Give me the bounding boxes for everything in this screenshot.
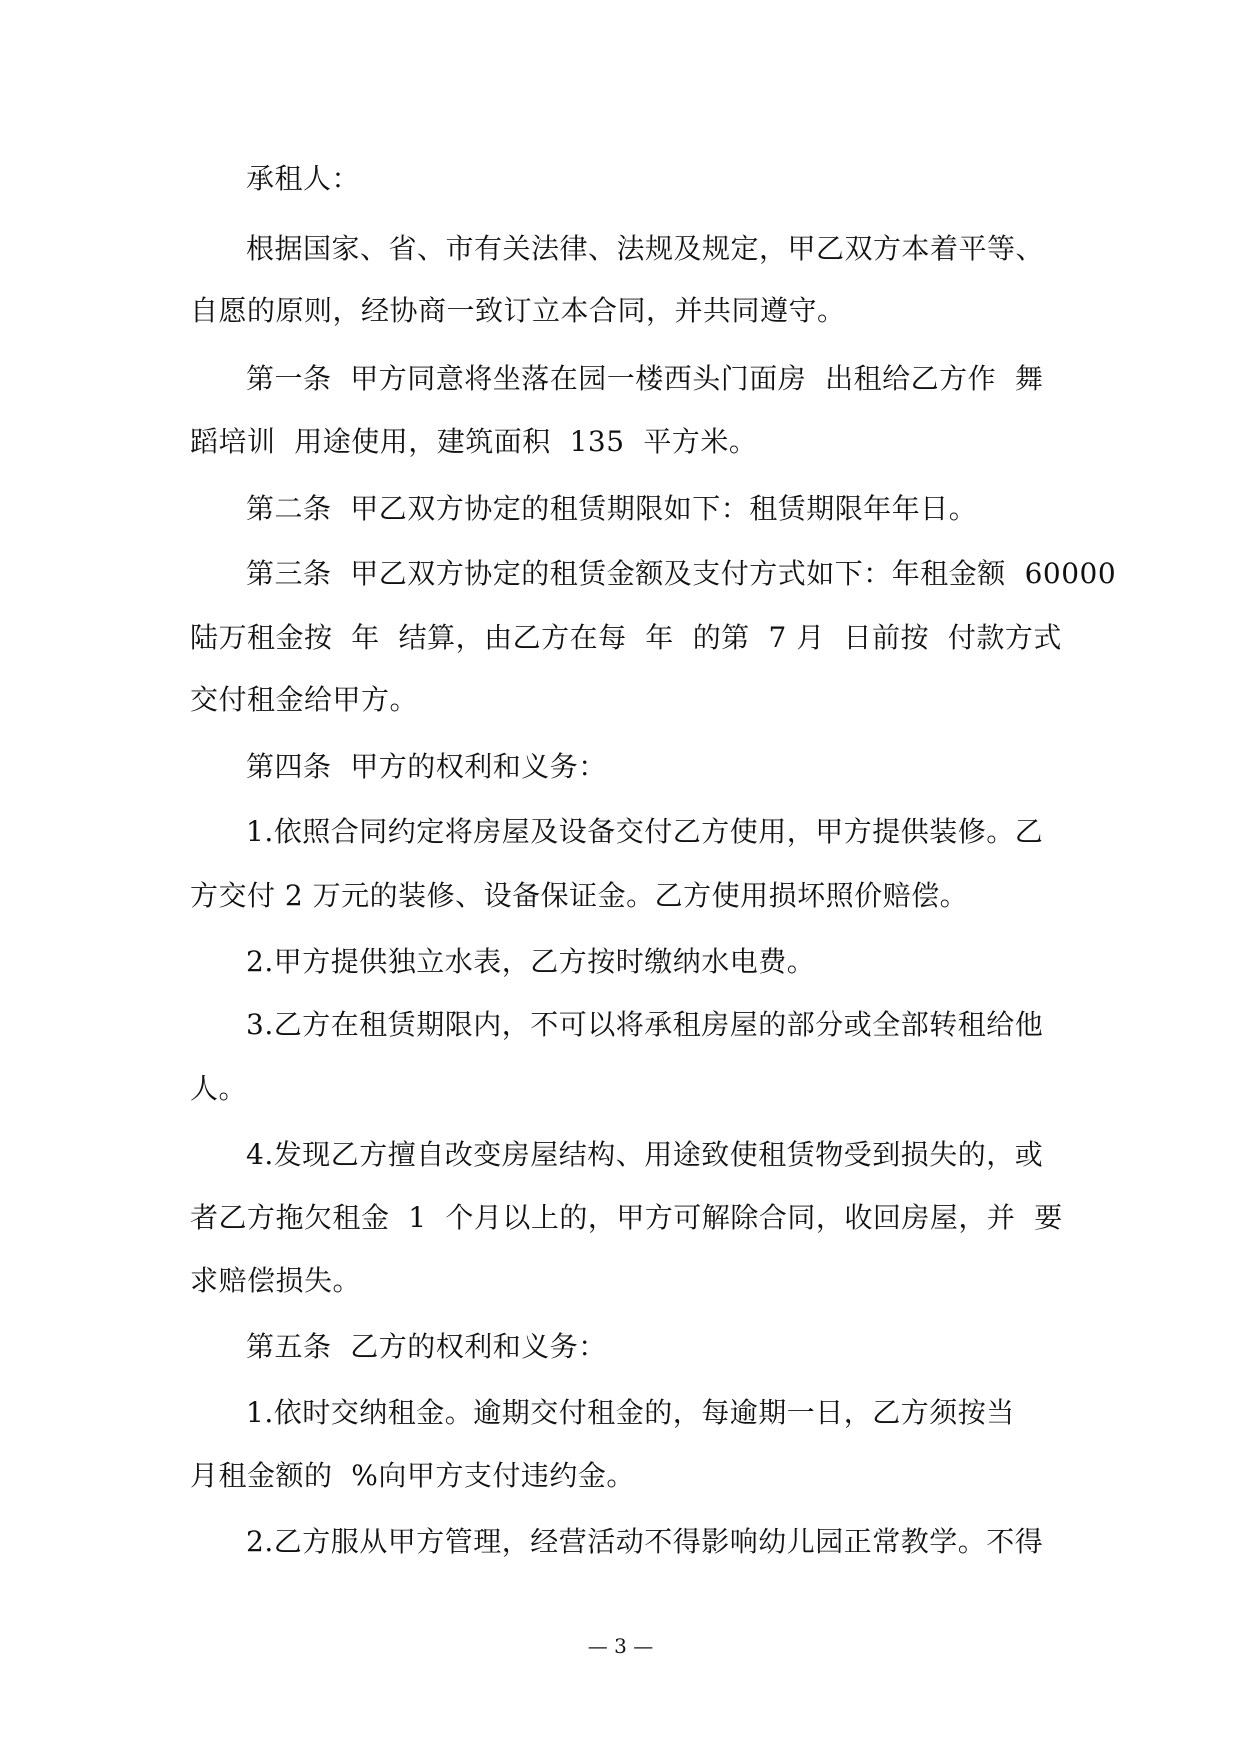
text-line: 3.乙方在租赁期限内，不可以将承租房屋的部分或全部转租给他 [246,1008,1044,1041]
text-line: 承租人： [246,162,361,195]
text-line: 人。 [190,1072,248,1105]
text-line: 4.发现乙方擅自改变房屋结构、用途致使租赁物受到损失的，或 [246,1138,1044,1171]
text-line: 陆万租金按 年 结算，由乙方在每 年 的第 7 月 日前按 付款方式 [190,621,1062,654]
text-line: 第一条 甲方同意将坐落在园一楼西头门面房 出租给乙方作 舞 [246,362,1044,395]
text-line: 2.乙方服从甲方管理，经营活动不得影响幼儿园正常教学。不得 [246,1525,1044,1558]
text-line: 蹈培训 用途使用，建筑面积 135 平方米。 [190,425,758,458]
text-line: 第三条 甲乙双方协定的租赁金额及支付方式如下：年租金额 60000 [246,557,1117,590]
text-line: 月租金额的 %向甲方支付违约金。 [190,1459,635,1492]
text-line: 第二条 甲乙双方协定的租赁期限如下：租赁期限年年日。 [246,492,978,525]
text-line: 根据国家、省、市有关法律、法规及规定，甲乙双方本着平等、 [246,232,1045,265]
text-line: 方交付 2 万元的装修、设备保证金。乙方使用损坏照价赔偿。 [190,879,969,912]
text-line: 交付租金给甲方。 [190,683,419,716]
text-line: 第五条 乙方的权利和义务： [246,1330,607,1363]
text-line: 求赔偿损失。 [190,1264,362,1297]
text-line: 第四条 甲方的权利和义务： [246,750,607,783]
text-line: 1.依照合同约定将房屋及设备交付乙方使用，甲方提供装修。乙 [246,815,1044,848]
text-line: 者乙方拖欠租金 1 个月以上的，甲方可解除合同，收回房屋，并 要 [190,1201,1063,1234]
text-line: 1.依时交纳租金。逾期交付租金的，每逾期一日，乙方须按当 [246,1396,1015,1429]
text-line: 自愿的原则，经协商一致订立本合同，并共同遵守。 [190,294,846,327]
text-line: 2.甲方提供独立水表，乙方按时缴纳水电费。 [246,945,816,978]
page-number: — 3 — [587,1634,654,1658]
